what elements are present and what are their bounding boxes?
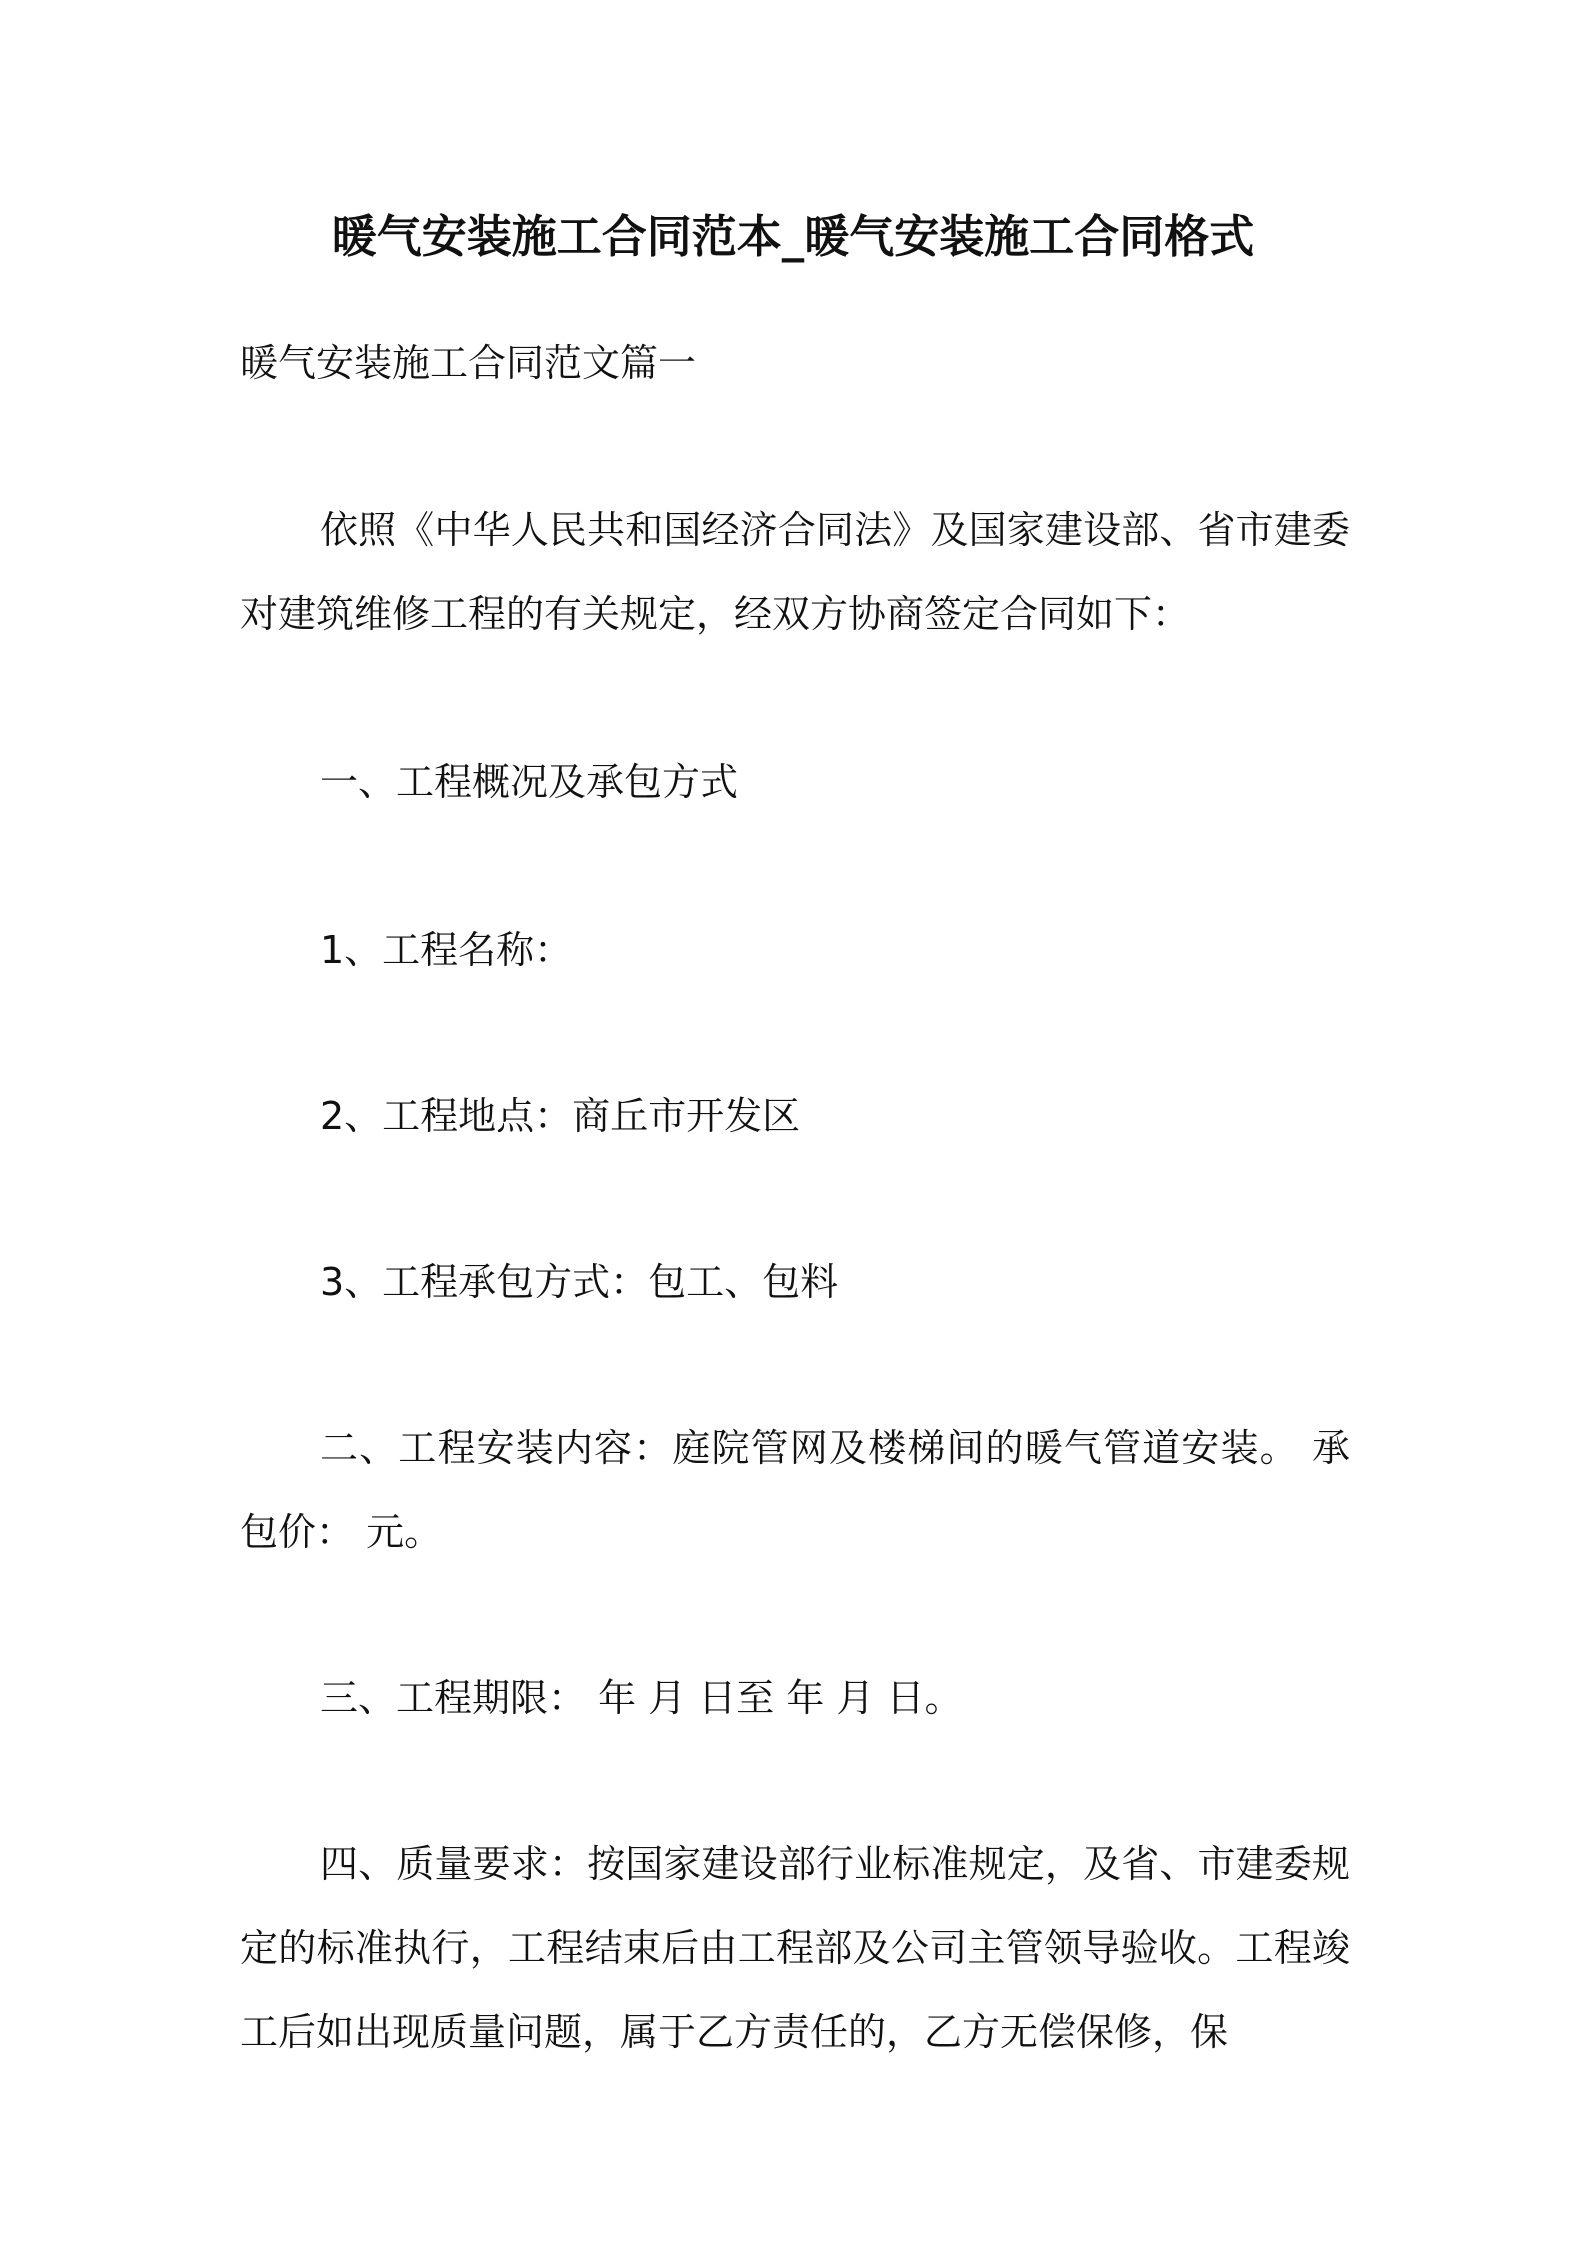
paragraph-contract-method: 3、工程承包方式：包工、包料 xyxy=(320,1260,839,1304)
paragraph-quality-requirements: 四、质量要求：按国家建设部行业标准规定，及省、市建委规定的标准执行，工程结束后由工程部及公司主管领导验收。工程竣工后如出现质量问题，属于乙方责任的，乙方无偿保修，保 xyxy=(240,1842,1350,2054)
paragraph-project-location: 2、工程地点：商丘市开发区 xyxy=(320,1094,801,1138)
section-heading-overview: 一、工程概况及承包方式 xyxy=(320,760,739,804)
paragraph-installation-content: 二、工程安装内容：庭院管网及楼梯间的暖气管道安装。 承包价： 元。 xyxy=(240,1426,1350,1554)
document-title: 暖气安装施工合同范本_暖气安装施工合同格式 xyxy=(331,210,1255,263)
paragraph-project-period: 三、工程期限： 年 月 日至 年 月 日。 xyxy=(320,1676,963,1720)
document-subtitle: 暖气安装施工合同范文篇一 xyxy=(240,341,697,385)
paragraph-project-name: 1、工程名称： xyxy=(320,928,573,972)
paragraph-preamble: 依照《中华人民共和国经济合同法》及国家建设部、省市建委对建筑维修工程的有关规定，经双方协商签定合同如下： xyxy=(240,508,1350,636)
